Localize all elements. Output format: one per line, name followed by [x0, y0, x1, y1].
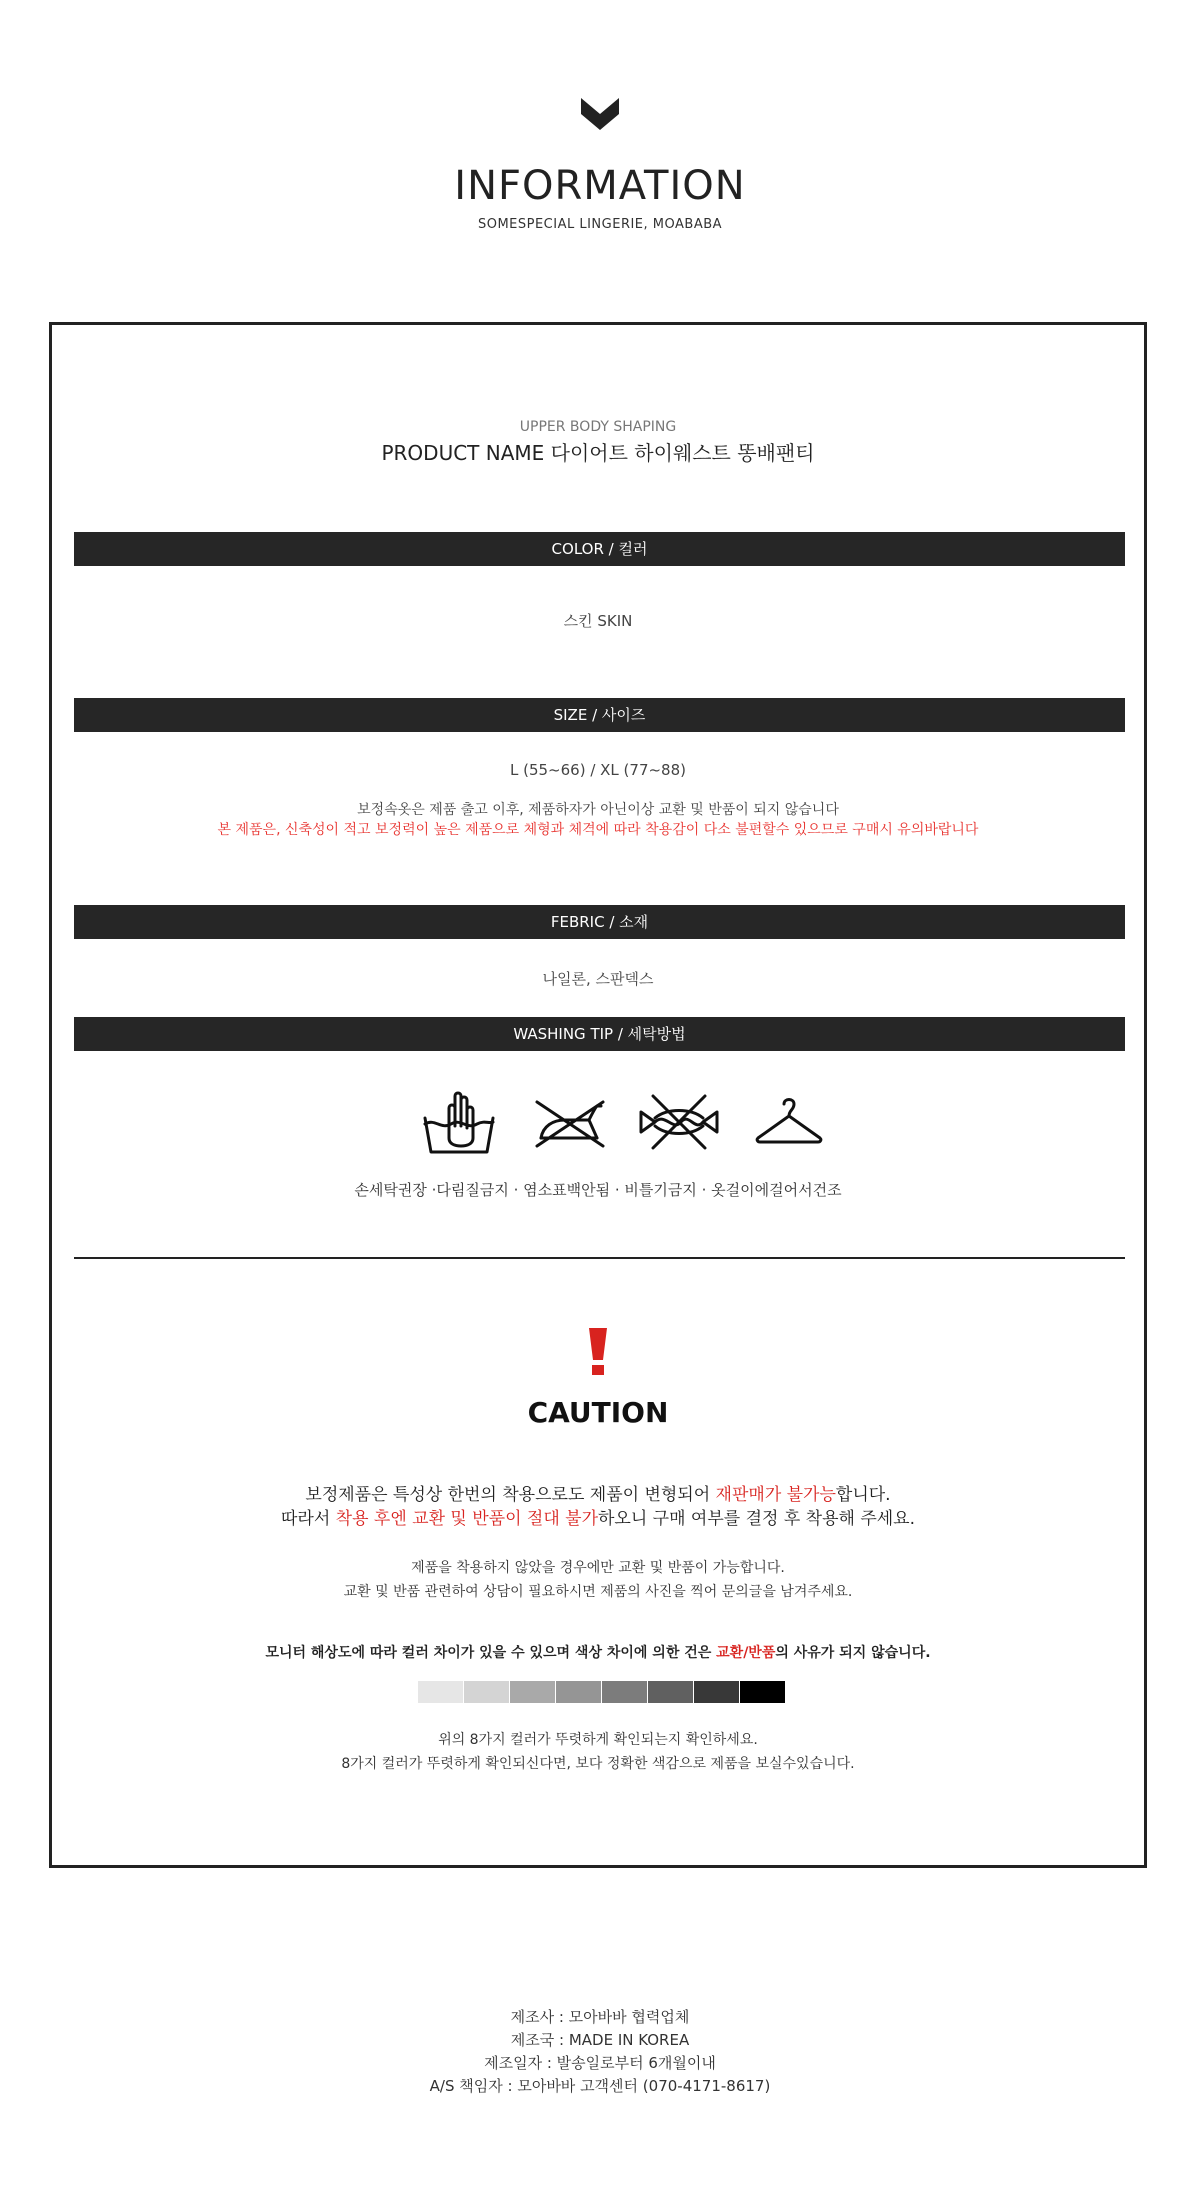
caution-line-1: 보정제품은 특성상 한번의 착용으로도 제품이 변형되어 재판매가 불가능합니다. [305, 1485, 891, 1505]
fabric-value: 나일론, 스판덱스 [542, 970, 654, 988]
no-iron-icon [514, 1087, 624, 1157]
color-check-1: 위의 8가지 컬러가 뚜렷하게 확인되는지 확인하세요. [438, 1732, 758, 1748]
page-subtitle: SOMESPECIAL LINGERIE, MOABABA [477, 217, 723, 232]
page-title: INFORMATION [454, 163, 746, 209]
color-swatch-strip [418, 1681, 786, 1703]
caution-small-2: 교환 및 반품 관련하여 상담이 필요하시면 제품의 사진을 찍어 문의글을 남겨주세요. [343, 1584, 853, 1600]
washing-header: WASHING TIP / 세탁방법 [74, 1017, 1125, 1051]
color-check-2: 8가지 컬러가 뚜렷하게 확인되신다면, 보다 정확한 색감으로 제품을 보실수있습니다. [341, 1756, 855, 1772]
chevron-down-icon [0, 98, 1200, 132]
color-swatch [556, 1681, 601, 1703]
color-swatch [602, 1681, 647, 1703]
footer-maker: 제조사 : 모아바바 협력업체 [510, 2008, 690, 2026]
size-value: L (55~66) / XL (77~88) [509, 761, 686, 779]
color-swatch [740, 1681, 785, 1703]
footer-country: 제조국 : MADE IN KOREA [510, 2031, 690, 2049]
color-value: 스킨 SKIN [563, 612, 633, 630]
no-wring-icon [624, 1087, 734, 1157]
color-swatch [694, 1681, 739, 1703]
color-swatch [418, 1681, 463, 1703]
monitor-notice: 모니터 해상도에 따라 컬러 차이가 있을 수 있으며 색상 차이에 의한 건은 교환/반품의 사유가 되지 않습니다. [265, 1645, 931, 1661]
color-swatch [510, 1681, 555, 1703]
section-divider [74, 1257, 1125, 1259]
color-header: COLOR / 컬러 [74, 532, 1125, 566]
washing-icons [404, 1087, 844, 1157]
size-warning: 본 제품은, 신축성이 적고 보정력이 높은 제품으로 체형과 체격에 따라 착용감이 다소 불편할수 있으므로 구매시 유의바랍니다 [217, 822, 979, 838]
hanger-icon [734, 1087, 844, 1157]
exclamation-icon [52, 1328, 1144, 1376]
info-box [49, 322, 1147, 1868]
caution-title: CAUTION [527, 1396, 669, 1429]
footer-as: A/S 책임자 : 모아바바 고객센터 (070-4171-8617) [429, 2077, 771, 2095]
size-header: SIZE / 사이즈 [74, 698, 1125, 732]
size-note: 보정속옷은 제품 출고 이후, 제품하자가 아닌이상 교환 및 반품이 되지 않습니다 [357, 802, 839, 818]
footer-date: 제조일자 : 발송일로부터 6개월이내 [484, 2054, 716, 2072]
product-category: UPPER BODY SHAPING [519, 419, 677, 435]
color-swatch [648, 1681, 693, 1703]
hand-wash-icon [404, 1087, 514, 1157]
caution-line-2: 따라서 착용 후엔 교환 및 반품이 절대 불가하오니 구매 여부를 결정 후 착용해 주세요. [280, 1509, 916, 1529]
product-name: PRODUCT NAME 다이어트 하이웨스트 똥배팬티 [381, 441, 815, 465]
color-swatch [464, 1681, 509, 1703]
washing-text: 손세탁권장 ·다림질금지 · 염소표백안됨 · 비틀기금지 · 옷걸이에걸어서건조 [354, 1181, 842, 1199]
caution-small-1: 제품을 착용하지 않았을 경우에만 교환 및 반품이 가능합니다. [411, 1560, 785, 1576]
fabric-header: FEBRIC / 소재 [74, 905, 1125, 939]
